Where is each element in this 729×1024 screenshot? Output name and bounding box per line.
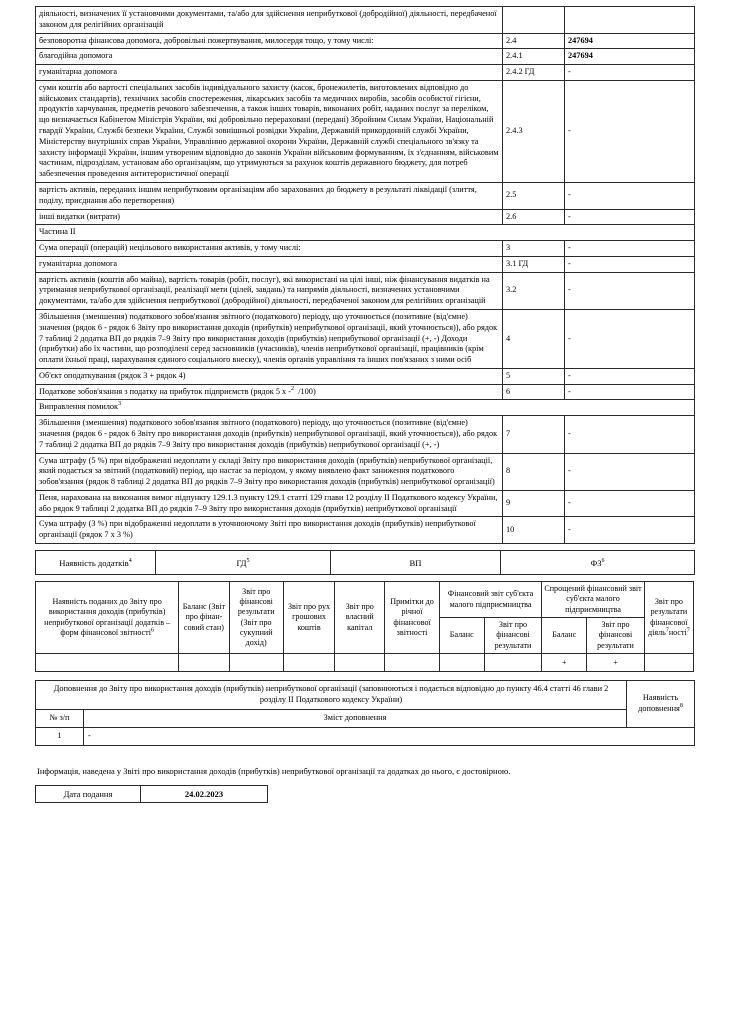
row-description: Збільшення (зменшення) податкового зобов'язання звітного (податкового) періоду, що уточнюється (позитивне (від'ємне) значення (рядок 6 - рядок 6 Звіту про використання доходів (прибутків) неприбуткової організації, який уточнюється)), або рядок 7 таблиці 2 додатка ВП до рядків 7–9 Звіту про використання доходів (прибутків) неприбуткової організації (+, -) <box>36 416 503 453</box>
financial-forms-main-header <box>36 582 179 654</box>
footnote-marker: 5 <box>246 557 250 564</box>
footnote-marker: 8 <box>679 703 683 710</box>
row-value: 247694 <box>565 49 695 65</box>
supplement-column-header-row <box>36 710 695 728</box>
table-row <box>36 182 695 209</box>
row-value: - <box>565 272 695 309</box>
attachments-row <box>36 551 695 575</box>
section-title-part2: Частина II <box>36 225 695 241</box>
attachments-label-cell <box>36 551 156 575</box>
table-row <box>36 256 695 272</box>
footnote-marker: 4 <box>128 557 132 564</box>
row-description: благодійна допомога <box>36 49 503 65</box>
submission-date-label: Дата подання <box>36 785 141 802</box>
row-description: інші видатки (витрати) <box>36 209 503 225</box>
row-description: Сума штрафу (3 %) при відображенні недоплати в уточнюючому Звіті про використання доходів (прибутків) неприбуткової організації (рядок 7 х 3 %) <box>36 517 503 544</box>
row-code: 5 <box>503 368 565 384</box>
section-header-row <box>36 225 695 241</box>
row-value: - <box>565 65 695 81</box>
footnote-marker: 2 <box>291 385 295 392</box>
row-description <box>36 384 503 400</box>
section-header-row <box>36 400 695 416</box>
table-row <box>36 272 695 309</box>
financial-forms-table <box>35 581 694 672</box>
row-value: - <box>565 490 695 517</box>
attachment-fz-cell[interactable] <box>501 551 695 575</box>
row-code: 3.1 ГД <box>503 256 565 272</box>
subcol-header-simplified-financial-results: Звіт про фінансові результати <box>587 618 645 654</box>
group-header-simplified-small-enterprise: Спрощений фінансовий звіт суб'єкта малого підприємництва <box>542 582 645 618</box>
section-title-corrections-text: Виправлення помилок <box>39 402 119 412</box>
section-title-corrections <box>36 400 695 416</box>
attachment-fz-label: ФЗ <box>590 557 602 568</box>
supplement-presence-header <box>627 681 695 728</box>
table-row <box>36 65 695 81</box>
row-description: вартість активів (коштів або майна), вартість товарів (робіт, послуг), які використані на цілі інші, ніж фінансування видатків на утримання неприбуткової організації, реалізації мети (цілей, завдань) та напрямів діяльності, визначених установчими документами, та/або для здійснення неприбуткової (добродійної) діяльності, передбаченої законом для релігійних організацій <box>36 272 503 309</box>
col-header-cash-flow: Звіт про рух грошових коштів <box>283 582 334 654</box>
row-code: 8 <box>503 453 565 490</box>
row-description: Сума штрафу (5 %) при відображенні недоплати у складі Звіту про використання доходів (прибутків) неприбуткової організації, який подається за звітний (податковий) період, що настає за періодом, у якому виявлено факт заниження податкового зобов'язання (рядок 8 таблиці 2 додатка ВП до рядків 7–9 Звіту про використання доходів (прибутків) неприбуткової організації) <box>36 453 503 490</box>
row-value: 247694 <box>565 33 695 49</box>
supplement-row-content[interactable]: - <box>84 728 695 746</box>
row-value: - <box>565 368 695 384</box>
row-description: Збільшення (зменшення) податкового зобов'язання звітного (податкового) періоду, що уточнюється (позитивне (від'ємне) значення (рядок 6 - рядок 6 Звіту про використання доходів (прибутків) неприбуткової організації, який уточнюється)), або рядок 7 таблиці 2 додатка ВП до рядків 7–9 Звіту про використання доходів (прибутків) неприбуткової організації (+, -) Доходи (прибутки) або їх частини, що розподілені серед засновників (учасників), членів неприбуткової організації, працівників (крім оплати їхньої праці, нарахування єдиного соціального внеску), членів органів управління та інших пов'язаних з ними осіб <box>36 309 503 368</box>
row-description-pre: Податкове зобов'язання з податку на прибуток підприємств (рядок 5 х - <box>39 386 292 396</box>
row-description: гуманітарна допомога <box>36 65 503 81</box>
table-row <box>36 453 695 490</box>
attachments-presence-table <box>35 550 695 575</box>
table-row <box>36 368 695 384</box>
row-value: - <box>565 256 695 272</box>
row-code: 3 <box>503 241 565 257</box>
row-code: 2.4.2 ГД <box>503 65 565 81</box>
table-row <box>36 241 695 257</box>
submission-date-value[interactable]: 24.02.2023 <box>141 785 268 802</box>
table-row <box>36 517 695 544</box>
row-value <box>565 7 695 34</box>
subcol-header-simplified-balance: Баланс <box>542 618 587 654</box>
value-small-financial-results[interactable] <box>484 654 542 672</box>
table-row <box>36 309 695 368</box>
row-description: Пеня, нарахована на виконання вимог підпункту 129.1.3 пункту 129.1 статті 129 глави 12 розділу II Податкового кодексу України, або рядок 9 таблиці 2 додатка ВП до рядків 7–9 Звіту про використання доходів (прибутків) неприбуткової організації <box>36 490 503 517</box>
attachment-gd-cell[interactable] <box>156 551 331 575</box>
footnote-marker: 6 <box>601 557 605 564</box>
row-description: діяльності, визначених її установчими документами, та/або для здійснення неприбуткової (добродійної) діяльності, передбаченої законом для релігійних організацій <box>36 7 503 34</box>
supplement-col-no: № з/п <box>36 710 84 728</box>
value-simplified-balance[interactable]: + <box>542 654 587 672</box>
table-row <box>36 209 695 225</box>
attachment-gd-label: ГД <box>236 557 247 568</box>
row-description: Об'єкт оподаткування (рядок 3 + рядок 4) <box>36 368 503 384</box>
col-header-financial-activity-results-post: ності <box>668 627 687 637</box>
row-value: - <box>565 453 695 490</box>
supplement-row <box>36 728 695 746</box>
row-value: - <box>565 517 695 544</box>
value-simplified-financial-results[interactable]: + <box>587 654 645 672</box>
row-code: 2.4 <box>503 33 565 49</box>
footnote-marker: 7 <box>665 627 669 634</box>
row-code: 2.4.1 <box>503 49 565 65</box>
row-description: безповоротна фінансова допомога, добровільні пожертвування, милосердя тощо, у тому числі: <box>36 33 503 49</box>
supplement-header: Доповнення до Звіту про використання доходів (прибутків) неприбуткової організації (заповнюються і подається відповідно до пункту 46.4 статті 46 глави 2 розділу II Податкового кодексу України) <box>36 681 627 710</box>
col-header-financial-results: Звіт про фінансові результати (Звіт про сукупний дохід) <box>229 582 283 654</box>
table-row <box>36 384 695 400</box>
value-main <box>36 654 179 672</box>
supplement-table <box>35 680 695 746</box>
table-row <box>36 49 695 65</box>
value-equity[interactable] <box>335 654 385 672</box>
financial-forms-value-row <box>36 654 694 672</box>
row-code: 3.2 <box>503 272 565 309</box>
row-code: 9 <box>503 490 565 517</box>
main-report-table <box>35 6 695 544</box>
value-balance[interactable] <box>179 654 229 672</box>
row-code: 2.5 <box>503 182 565 209</box>
row-value: - <box>565 209 695 225</box>
value-small-balance[interactable] <box>439 654 484 672</box>
table-row <box>36 80 695 182</box>
supplement-header-row <box>36 681 695 710</box>
spacer <box>35 672 694 680</box>
document-sheet <box>35 6 694 803</box>
col-header-financial-activity-results <box>644 582 693 654</box>
row-description-post: /100) <box>298 386 316 396</box>
supplement-col-content: Зміст доповнення <box>84 710 627 728</box>
submission-date-row <box>36 785 268 802</box>
row-description: суми коштів або вартості спеціальних засобів індивідуального захисту (касок, бронежилетів, виготовлених відповідно до військових стандартів), технічних засобів спостереження, лікарських засобів та медичних виробів, засобів особистої гігієни, продуктів харчування, предметів речового забезпечення, а також інших товарів, виконаних робіт, наданих послуг за переліком, що визначається Кабінетом Міністрів України, які добровільно перераховані (передані) Збройним Силам України, Національній гвардії України, Службі безпеки України, Службі зовнішньої розвідки України, Державній прикордонній службі України, Міністерству внутрішніх справ України, Управлінню державної охорони України, Державній службі спеціального зв'язку та захисту інформації України, іншим утвореним відповідно до законів України військовим формуванням, їх з'єднанням, військовим частинам, підрозділам, установам або організаціям, що утримуються за рахунок коштів державного бюджету, для потреб забезпечення проведення антитерористичної операції <box>36 80 503 182</box>
footnote-marker: 7 <box>686 627 690 634</box>
supplement-row-no: 1 <box>36 728 84 746</box>
row-value: - <box>565 416 695 453</box>
value-cash-flow[interactable] <box>283 654 334 672</box>
row-value: - <box>565 384 695 400</box>
footnote-marker: 3 <box>118 401 122 408</box>
financial-forms-header-row <box>36 582 694 618</box>
row-code: 2.6 <box>503 209 565 225</box>
attachments-label: Наявність додатків <box>59 557 129 568</box>
value-financial-results[interactable] <box>229 654 283 672</box>
row-value: - <box>565 80 695 182</box>
financial-forms-main-header-text: Наявність поданих до Звіту про використання доходів (прибутків) неприбуткової організації додатків – форм фінансової звітності <box>44 596 171 637</box>
table-row <box>36 416 695 453</box>
row-code: 7 <box>503 416 565 453</box>
col-header-balance: Баланс (Звіт про фінан-совий стан) <box>179 582 229 654</box>
value-financial-activity-results[interactable] <box>644 654 693 672</box>
row-code: 2.4.3 <box>503 80 565 182</box>
subcol-header-small-balance: Баланс <box>439 618 484 654</box>
col-header-notes: Примітки до річної фінансової звітності <box>385 582 439 654</box>
row-code: 4 <box>503 309 565 368</box>
footnote-marker: 6 <box>150 627 154 634</box>
value-notes[interactable] <box>385 654 439 672</box>
row-value: - <box>565 182 695 209</box>
row-value: - <box>565 241 695 257</box>
row-code: 10 <box>503 517 565 544</box>
attachment-vp-label: ВП <box>409 557 422 568</box>
submission-date-table <box>35 785 268 803</box>
group-header-small-enterprise: Фінансовий звіт суб'єкта малого підприємництва <box>439 582 542 618</box>
truthfulness-statement: Інформація, наведена у Звіті про використання доходів (прибутків) неприбуткової організації та додатках до нього, є достовірною. <box>37 765 511 776</box>
row-code <box>503 7 565 34</box>
supplement-presence-label: Наявність доповнення <box>638 693 680 714</box>
subcol-header-small-financial-results: Звіт про фінансові результати <box>484 618 542 654</box>
table-row <box>36 33 695 49</box>
table-row <box>36 7 695 34</box>
row-description: вартість активів, переданих іншим неприбутковим організаціям або зарахованих до бюджету в результаті ліквідації (злиття, поділу, приєднання або перетворення) <box>36 182 503 209</box>
col-header-equity: Звіт про власний капітал <box>335 582 385 654</box>
row-description: Сума операції (операцій) нецільового використання активів, у тому числі: <box>36 241 503 257</box>
attachment-vp-cell[interactable] <box>331 551 501 575</box>
row-value: - <box>565 309 695 368</box>
row-code: 6 <box>503 384 565 400</box>
col-header-financial-activity-results-pre: Звіт про результати фінансової діяль <box>647 596 688 637</box>
table-row <box>36 490 695 517</box>
row-description: гуманітарна допомога <box>36 256 503 272</box>
